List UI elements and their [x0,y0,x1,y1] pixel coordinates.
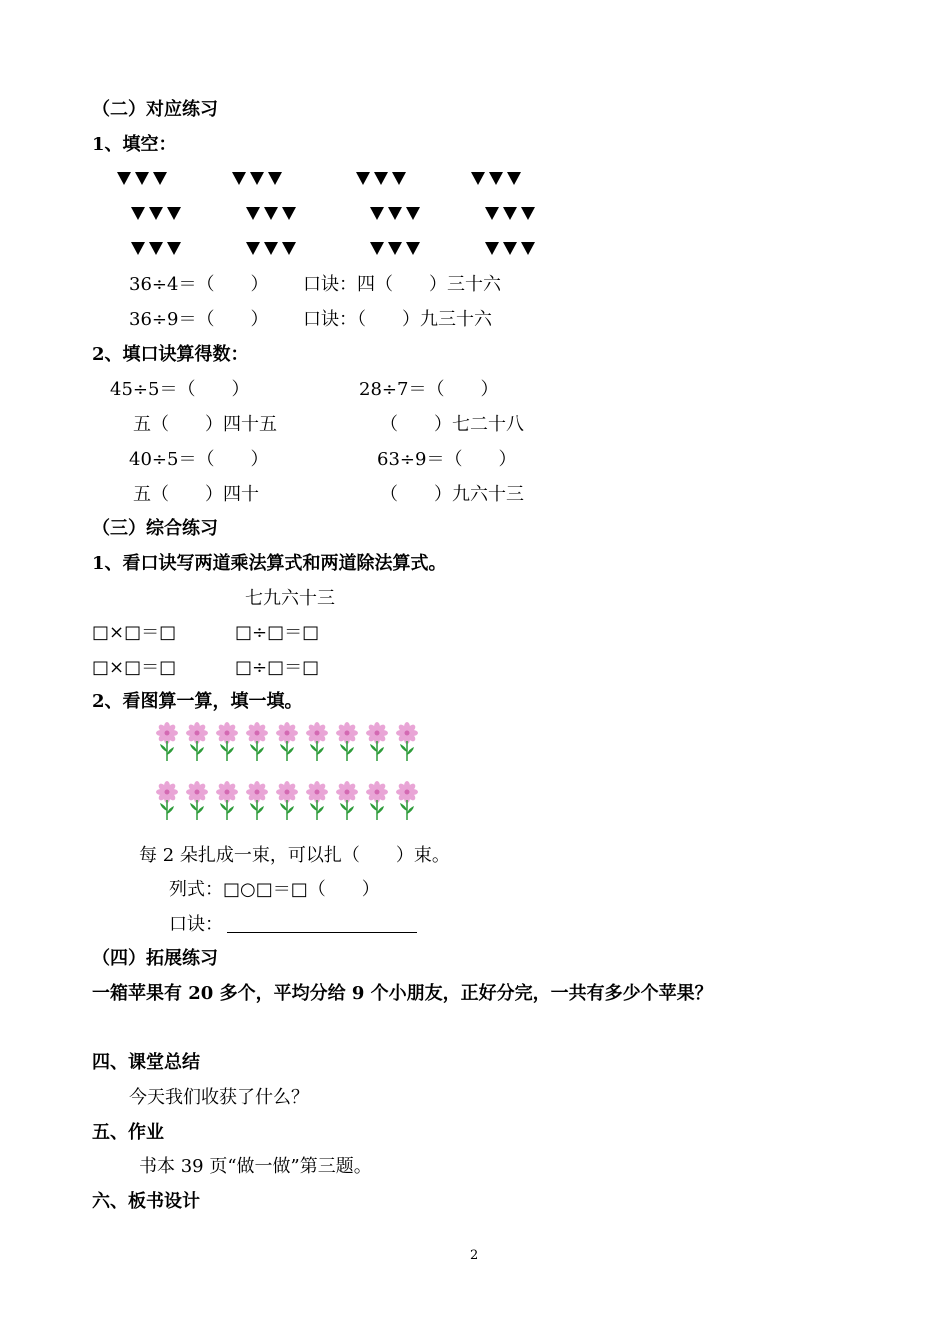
rhyme-label: 口诀： [169,914,223,935]
flower-icon [366,722,388,762]
s3-q1-title: 1、看口诀写两道乘法算式和两道除法算式。 [92,553,447,574]
triangle-group [117,172,167,185]
flower-icon [156,722,178,762]
flower-icon [396,722,418,762]
triangle-group [485,242,535,255]
flower-icon [366,781,388,821]
triangle-group [356,172,406,185]
triangle-group [131,242,181,255]
summary-title: 四、课堂总结 [92,1052,200,1073]
summary-text: 今天我们收获了什么？ [129,1087,309,1108]
section-4-title: （四）拓展练习 [92,948,218,969]
flower-icon [246,781,268,821]
homework-text: 书本 39 页“做一做”第三题。 [139,1156,372,1177]
triangle-group [232,172,282,185]
division-blank-2: □÷□＝□ [235,657,320,678]
multiplication-blank-1: □×□＝□ [92,622,177,643]
exercise-b4: （ ）九六十三 [380,484,524,505]
flower-icon [396,781,418,821]
exercise-b1: 28÷7＝（ ） [359,379,499,400]
section-2-title: （二）对应练习 [92,99,218,120]
homework-title: 五、作业 [92,1122,164,1143]
flower-icon [246,722,268,762]
exercise-b2: （ ）七二十八 [380,414,524,435]
flower-icon [186,781,208,821]
flower-row [156,722,418,762]
page-number: 2 [470,1248,479,1263]
triangle-group [471,172,521,185]
board-title: 六、板书设计 [92,1191,200,1212]
s3-q2-title: 2、看图算一算，填一填。 [92,691,303,712]
flower-icon [276,781,298,821]
flower-icon [186,722,208,762]
equation-1: 36÷4＝（ ） [129,274,269,295]
bundle-question: 每 2 朵扎成一束，可以扎（ ）束。 [139,845,450,866]
multiplication-blank-2: □×□＝□ [92,657,177,678]
equation-1-rhyme: 口诀：四（ ）三十六 [303,274,501,295]
q2-title: 2、填口诀算得数： [92,344,249,365]
exercise-a2: 五（ ）四十五 [133,414,277,435]
division-blank-1: □÷□＝□ [235,622,320,643]
flower-row [156,781,418,821]
exercise-b3: 63÷9＝（ ） [377,449,517,470]
flower-icon [216,781,238,821]
flower-icon [336,781,358,821]
triangle-group [485,207,535,220]
flower-icon [216,722,238,762]
exercise-a3: 40÷5＝（ ） [129,449,269,470]
triangle-group [246,207,296,220]
apple-problem: 一箱苹果有 20 多个，平均分给 9 个小朋友，正好分完，一共有多少个苹果？ [92,983,713,1004]
formula-blank: 列式：□○□＝□（ ） [169,879,380,900]
equation-2-rhyme: 口诀：（ ）九三十六 [303,309,492,330]
triangle-group [370,242,420,255]
q1-title: 1、填空： [92,134,177,155]
exercise-a4: 五（ ）四十 [133,484,259,505]
triangle-group [131,207,181,220]
flower-icon [306,722,328,762]
flower-icon [156,781,178,821]
equation-2: 36÷9＝（ ） [129,309,269,330]
triangle-group [246,242,296,255]
multiplication-rhyme: 七九六十三 [245,588,335,609]
rhyme-answer-line [227,932,417,933]
flower-icon [336,722,358,762]
flower-icon [276,722,298,762]
section-3-title: （三）综合练习 [92,518,218,539]
flower-icon [306,781,328,821]
exercise-a1: 45÷5＝（ ） [110,379,250,400]
triangle-group [370,207,420,220]
